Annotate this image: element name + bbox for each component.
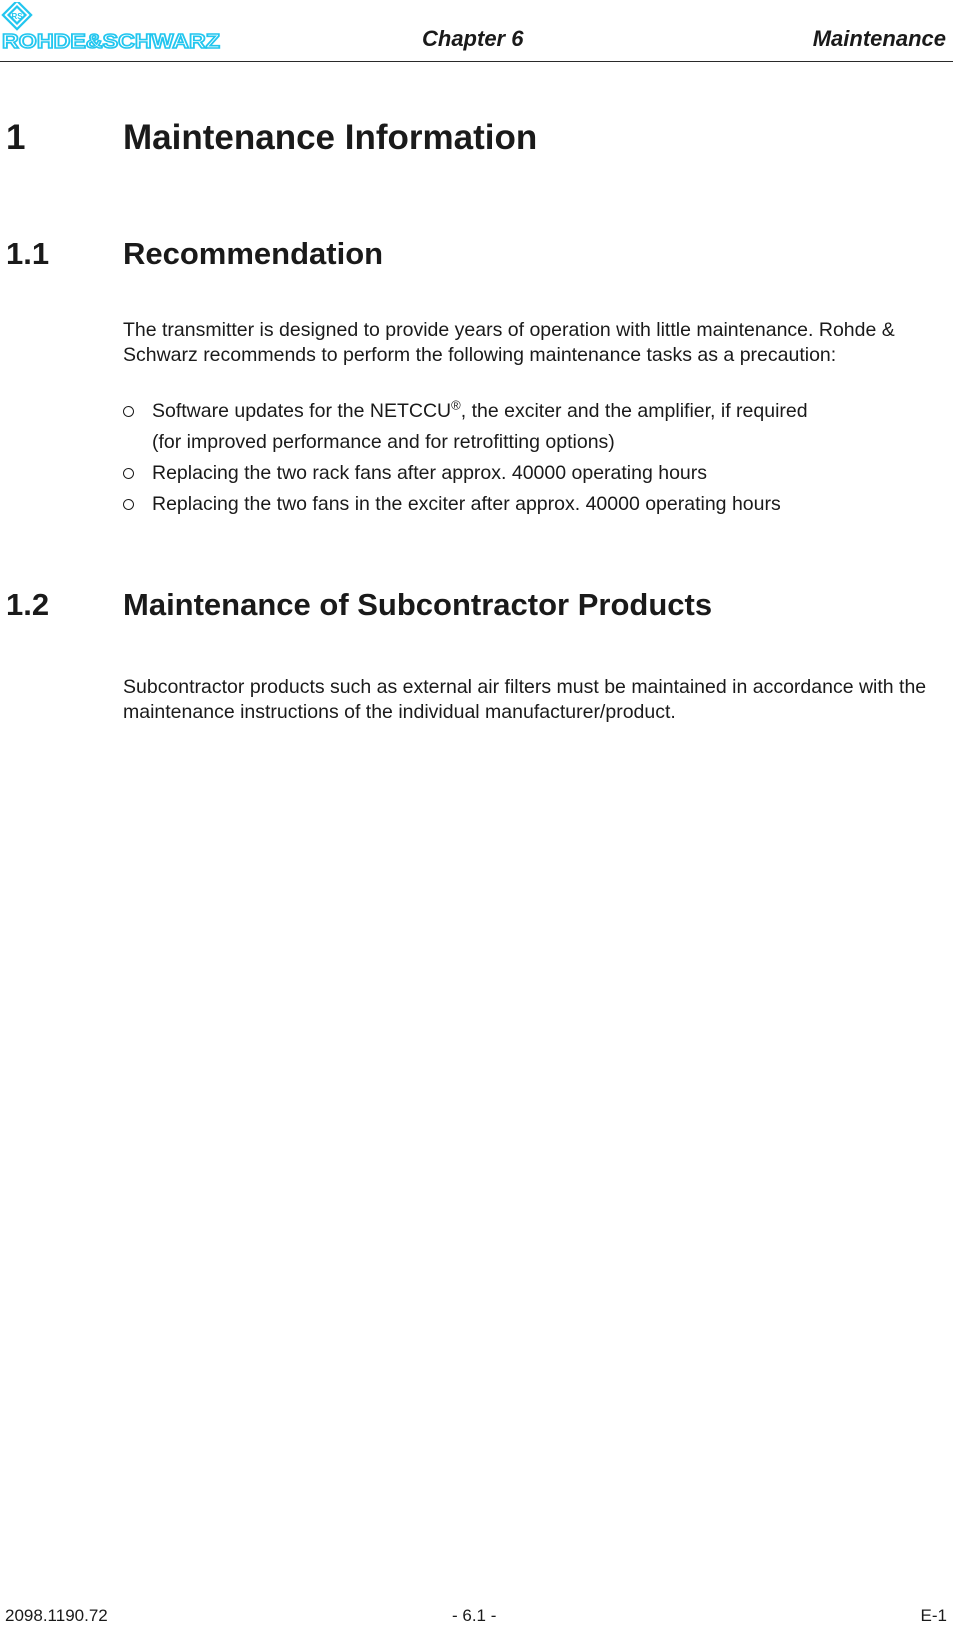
- registered-mark: ®: [451, 397, 461, 413]
- bullet-continuation-text: (for improved performance and for retrofitting options): [152, 431, 615, 453]
- list-item: [123, 396, 949, 427]
- logo-mark-text: RS: [11, 12, 23, 21]
- bullet-text: Replacing the two rack fans after approx. 40000 operating hours: [152, 462, 708, 484]
- section-1-2-title: Maintenance of Subcontractor Products: [123, 587, 713, 622]
- footer-edition: E-1: [920, 1606, 947, 1625]
- list-item: [123, 489, 949, 520]
- section-1-heading: [6, 118, 537, 158]
- subcontractor-body: Subcontractor products such as external air filters must be maintained in accordance with the maintenance instructions of the individual manufacturer/product.: [123, 676, 927, 723]
- bullet-text: Replacing the two fans in the exciter after approx. 40000 operating hours: [152, 493, 781, 515]
- section-1-2-number: 1.2: [6, 587, 50, 622]
- section-1-1-title: Recommendation: [123, 236, 384, 271]
- section-1-1-number: 1.1: [6, 236, 50, 271]
- rohde-schwarz-logo: [1, 2, 223, 52]
- section-1-title: Maintenance Information: [123, 118, 538, 157]
- logo-text: ROHDE&SCHWARZ: [2, 31, 220, 52]
- bullet-circle-icon: [123, 406, 134, 417]
- bullet-text: Software updates for the NETCCU: [152, 400, 452, 422]
- section-1-1-heading: [6, 236, 383, 272]
- list-item: [123, 458, 949, 489]
- section-1-number: 1: [6, 118, 26, 157]
- page-header: [0, 0, 953, 62]
- bullet-text-tail: , the exciter and the amplifier, if required: [460, 400, 808, 422]
- bullet-circle-icon: [123, 499, 134, 510]
- footer-page-number: - 6.1 -: [452, 1606, 497, 1625]
- footer-doc-number: 2098.1190.72: [5, 1606, 108, 1625]
- recommendation-intro: The transmitter is designed to provide years of operation with little maintenance. Rohde & Schwarz recommends to perform the following maintenance tasks as a precaution:: [123, 319, 895, 366]
- section-1-2-heading: [6, 587, 712, 623]
- bullet-circle-icon: [123, 468, 134, 479]
- maintenance-task-list: [123, 396, 949, 520]
- header-chapter: Chapter 6: [422, 26, 524, 51]
- header-section-title: Maintenance: [812, 26, 946, 51]
- list-item-continuation: [123, 427, 949, 458]
